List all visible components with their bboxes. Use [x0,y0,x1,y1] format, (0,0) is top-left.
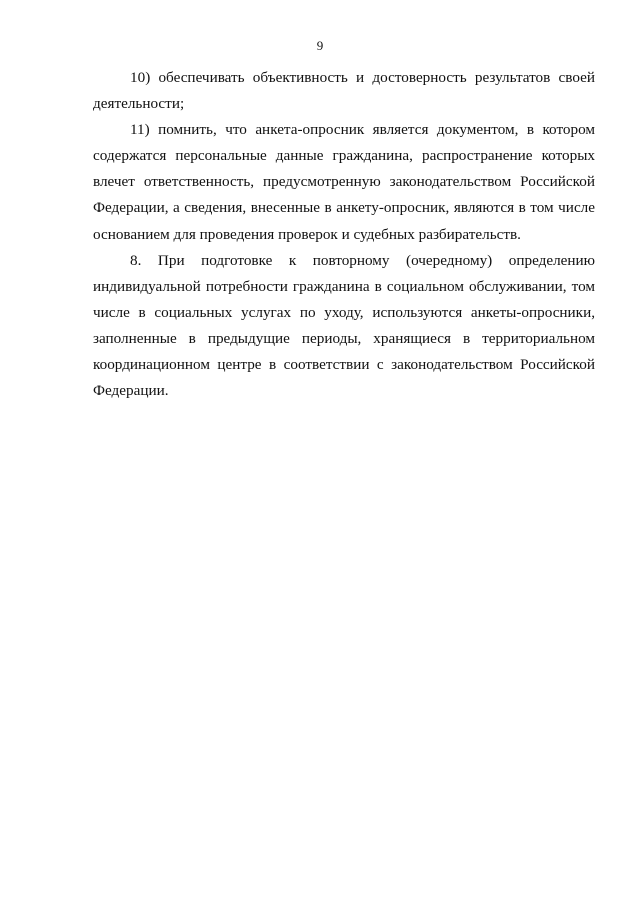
paragraph-clause-8: 8. При подготовке к повторному (очередному) определению индивидуальной потребности гражданина в социальном обслуживании, том числе в социальных услугах по уходу, используются анкеты-опросники, заполненные в предыдущие периоды, хранящиеся в территориальном координационном центре в соответствии с законодательством Российской Федерации. [93,251,595,400]
paragraph-item-11: 11) помнить, что анкета-опросник является документом, в котором содержатся персональные данные гражданина, распространение которых влечет ответственность, предусмотренную законодательством Российской Федерации, а сведения, внесенные в анкету-опросник, являются в том числе основанием для проведения проверок и судебных разбирательств. [93,121,595,243]
page-number: 9 [316,38,324,53]
document-body [93,65,595,404]
paragraph-item-10: 10) обеспечивать объективность и достоверность результатов своей деятельности; [93,69,595,113]
